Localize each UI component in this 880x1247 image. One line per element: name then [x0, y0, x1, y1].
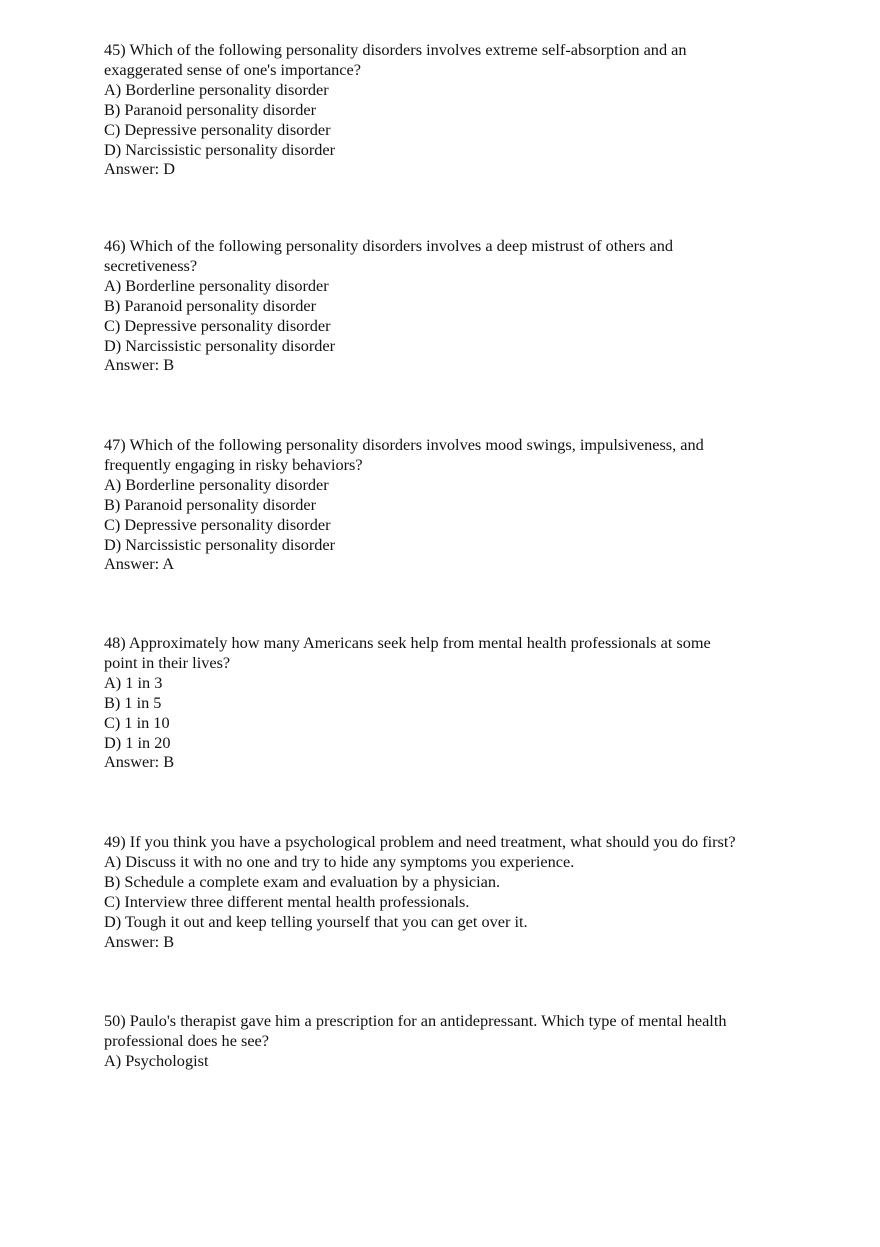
question-stem: 45) Which of the following personality disorders involves extreme self-absorption and an: [104, 40, 687, 59]
question-47: [104, 435, 804, 574]
answer: Answer: D: [104, 159, 175, 179]
option-d: D) Narcissistic personality disorder: [104, 335, 336, 355]
question-stem: 48) Approximately how many Americans seek help from mental health professionals at some: [104, 633, 711, 652]
question-stem: 50) Paulo's therapist gave him a prescription for an antidepressant. Which type of mental health: [104, 1011, 727, 1030]
option-a: A) Borderline personality disorder: [104, 474, 329, 494]
option-d: D) 1 in 20: [104, 732, 171, 752]
option-c: C) Depressive personality disorder: [104, 315, 331, 335]
option-a: A) Psychologist: [104, 1050, 209, 1070]
answer: Answer: B: [104, 752, 175, 772]
option-b: B) Schedule a complete exam and evaluation by a physician.: [104, 871, 501, 891]
option-d: D) Narcissistic personality disorder: [104, 139, 336, 159]
question-stem: frequently engaging in risky behaviors?: [104, 454, 363, 474]
question-stem: 49) If you think you have a psychological problem and need treatment, what should you do first?: [104, 832, 736, 851]
option-a: A) Borderline personality disorder: [104, 275, 329, 295]
answer: Answer: A: [104, 554, 175, 574]
option-b: B) Paranoid personality disorder: [104, 494, 317, 514]
option-b: B) 1 in 5: [104, 692, 162, 712]
question-stem: 46) Which of the following personality disorders involves a deep mistrust of others and: [104, 236, 673, 255]
question-stem: secretiveness?: [104, 255, 198, 275]
option-c: C) Depressive personality disorder: [104, 514, 331, 534]
answer: Answer: B: [104, 931, 175, 951]
question-stem: 47) Which of the following personality disorders involves mood swings, impulsiveness, and: [104, 435, 704, 454]
question-48: [104, 633, 804, 772]
option-c: C) Interview three different mental health professionals.: [104, 891, 470, 911]
option-c: C) 1 in 10: [104, 712, 170, 732]
option-a: A) 1 in 3: [104, 672, 163, 692]
option-b: B) Paranoid personality disorder: [104, 99, 317, 119]
option-c: C) Depressive personality disorder: [104, 119, 331, 139]
option-a: A) Discuss it with no one and try to hide any symptoms you experience.: [104, 851, 575, 871]
option-a: A) Borderline personality disorder: [104, 79, 329, 99]
answer: Answer: B: [104, 355, 175, 375]
question-45: [104, 40, 804, 179]
question-49: [104, 832, 804, 951]
question-stem: professional does he see?: [104, 1030, 270, 1050]
question-50: [104, 1011, 804, 1071]
option-d: D) Tough it out and keep telling yourself that you can get over it.: [104, 911, 528, 931]
question-stem: exaggerated sense of one's importance?: [104, 59, 361, 79]
question-46: [104, 236, 804, 375]
option-b: B) Paranoid personality disorder: [104, 295, 317, 315]
option-d: D) Narcissistic personality disorder: [104, 534, 336, 554]
question-stem: point in their lives?: [104, 652, 231, 672]
